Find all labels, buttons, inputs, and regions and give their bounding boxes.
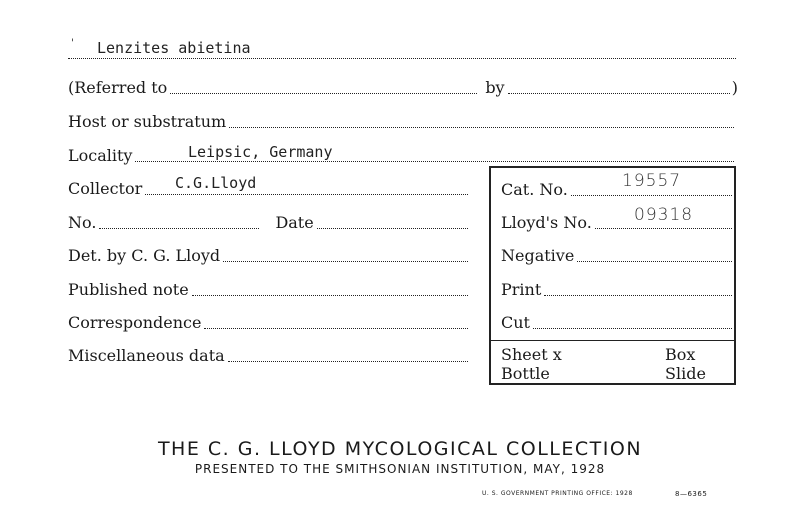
print-row [501,280,734,300]
correspondence-row [68,313,470,333]
print-field[interactable] [544,281,732,296]
host-row [68,112,736,132]
locality-value: Leipsic, Germany [188,143,333,161]
locality-row [68,146,736,166]
specimen-name: Lenzites abietina [97,39,251,57]
referred-to-field[interactable] [170,79,477,94]
cut-row [501,313,734,333]
locality-label: Locality [68,146,133,165]
published-row [68,280,470,300]
specimen-name-line [68,58,736,59]
no-date-row [68,213,470,233]
lloyds-no-label: Lloyd's No. [501,213,592,232]
print-label: Print [501,280,542,299]
collector-label: Collector [68,179,143,198]
negative-field[interactable] [577,247,732,262]
date-label: Date [275,213,314,232]
no-label: No. [68,213,97,232]
negative-label: Negative [501,246,575,265]
referred-to-label: (Referred to [68,78,168,97]
lloyds-no-value: 09318 [634,205,694,225]
box-divider [489,340,736,341]
collection-subtitle: PRESENTED TO THE SMITHSONIAN INSTITUTION, MAY, 1928 [194,462,606,476]
cat-no-row [501,180,734,200]
det-field[interactable] [223,247,468,262]
bottle-label: Bottle [501,364,550,383]
det-row [68,246,470,266]
host-field[interactable] [229,113,734,128]
referred-to-row [68,78,738,98]
negative-row [501,246,734,266]
by-label: by [485,78,505,97]
published-field[interactable] [192,281,468,296]
misc-label: Miscellaneous data [68,346,225,365]
close-paren: ) [731,78,738,97]
box-label: Box [665,345,696,364]
no-field[interactable] [99,214,259,229]
det-label: Det. by C. G. Lloyd [68,246,221,265]
printing-office-note: U. S. GOVERNMENT PRINTING OFFICE: 1928 [482,490,633,497]
published-label: Published note [68,280,189,299]
sheet-label: Sheet x [501,345,562,364]
by-field[interactable] [508,79,730,94]
collector-value: C.G.Lloyd [175,174,257,192]
host-label: Host or substratum [68,112,227,131]
lloyds-no-row [501,213,734,233]
cat-no-value: 19557 [622,171,682,191]
slide-label: Slide [665,364,706,383]
date-field[interactable] [317,214,468,229]
mark-dot: ' [71,38,74,49]
form-number: 8—6365 [675,490,708,498]
misc-field[interactable] [228,347,468,362]
correspondence-label: Correspondence [68,313,202,332]
cut-label: Cut [501,313,530,332]
cut-field[interactable] [533,314,732,329]
cat-no-label: Cat. No. [501,180,568,199]
misc-row [68,346,470,366]
collection-title: THE C. G. LLOYD MYCOLOGICAL COLLECTION [157,438,643,460]
correspondence-field[interactable] [204,314,468,329]
collector-row [68,179,470,199]
